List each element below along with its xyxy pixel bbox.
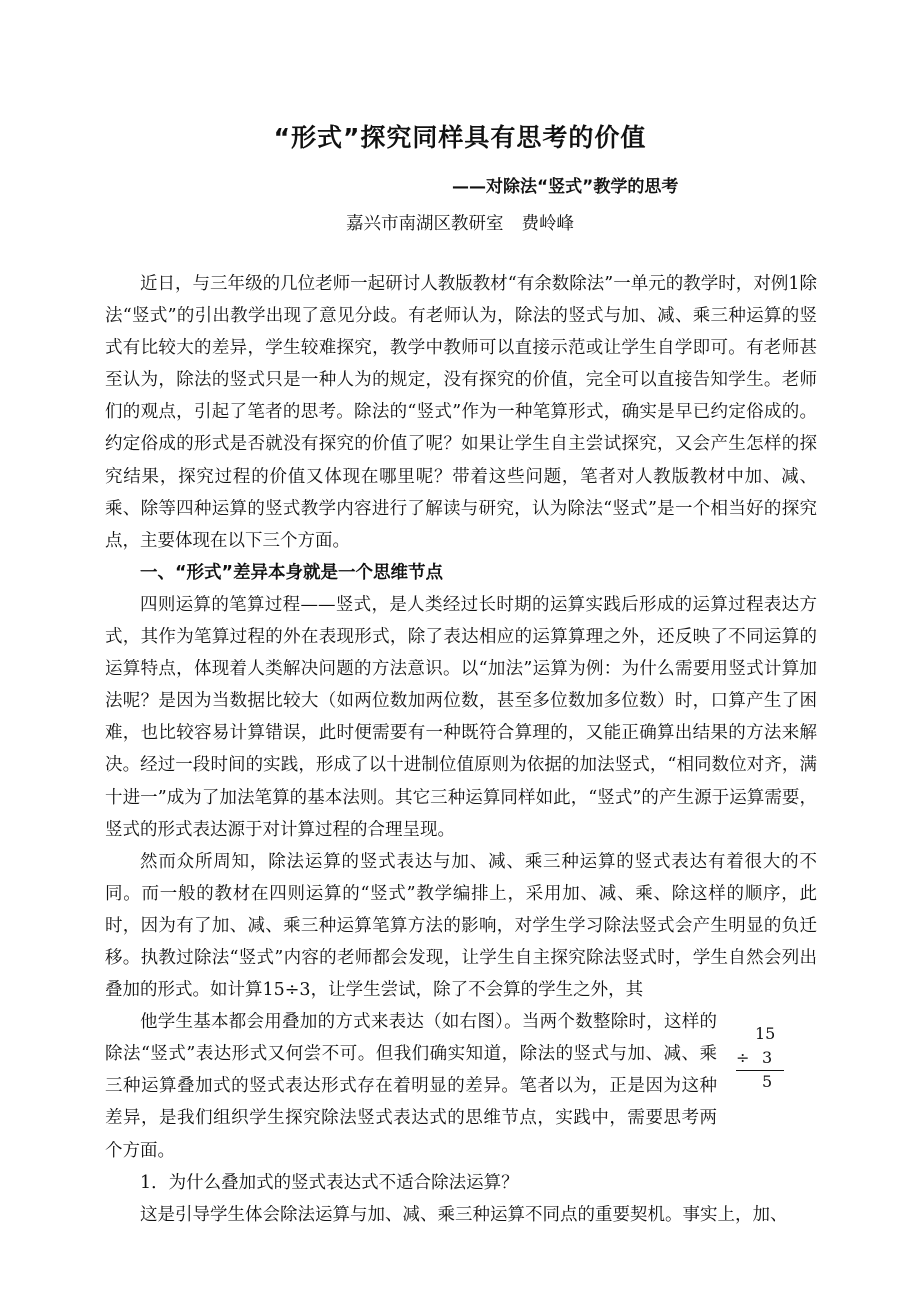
author-name: 费岭峰: [521, 214, 574, 234]
article-subtitle: ——对除法“竖式”教学的思考: [452, 177, 679, 197]
result-line: [736, 1070, 784, 1071]
author-affiliation: 嘉兴市南湖区教研室: [346, 214, 504, 234]
quotient-value: 5: [762, 1072, 773, 1092]
paragraph-division-wrap: 他学生基本都会用叠加的方式来表达（如右图）。当两个数整除时，这样的除法“竖式”表达形式又何尝不可。但我们确实知道，除法的竖式与加、减、乘三种运算叠加式的竖式表达形式存在着明显的差异。笔者以为，正是因为这种差异，是我们组织学生探究除法竖式表达式的思维节点，实践中，需要思考两个方面。: [105, 1012, 717, 1161]
paragraph-division-intro: 然而众所周知，除法运算的竖式表达与加、减、乘三种运算的竖式表达有着很大的不同。而一般的教材在四则运算的“竖式”教学编排上，采用加、减、乘、除这样的顺序，此时，因为有了加、减、乘三种运算笔算方法的影响，对学生学习除法竖式会产生明显的负迁移。执教过除法“竖式”内容的老师都会发现，让学生自主探究除法竖式时，学生自然会列出叠加的形式。如计算15÷3，让学生尝试，除了不会算的学生之外，其: [105, 851, 817, 1001]
divisor-value: 3: [762, 1048, 773, 1068]
stacked-division-figure: [736, 1024, 796, 1104]
article-body: [105, 268, 817, 1231]
article-title: “形式”探究同样具有思考的价值: [273, 123, 647, 152]
list-item-1: 1．为什么叠加式的竖式表达式不适合除法运算？: [140, 1172, 519, 1193]
paragraph-with-figure: [105, 1006, 817, 1166]
author-line: [0, 210, 920, 235]
paragraph-continued: 这是引导学生体会除法运算与加、减、乘三种运算不同点的重要契机。事实上，加、: [140, 1204, 788, 1225]
division-sign: ÷: [736, 1048, 750, 1068]
paragraph-intro: 近日，与三年级的几位老师一起研讨人教版教材“有余数除法”一单元的教学时，对例1除法“竖式”的引出教学出现了意见分歧。有老师认为，除法的竖式与加、减、乘三种运算的竖式有比较大的差异，学生较难探究，教学中教师可以直接示范或让学生自学即可。有老师甚至认为，除法的竖式只是一种人为的规定，没有探究的价值，完全可以直接告知学生。老师们的观点，引起了笔者的思考。除法的“竖式”作为一种笔算形式，确实是早已约定俗成的。约定俗成的形式是否就没有探究的价值了呢？如果让学生自主尝试探究，又会产生怎样的探究结果，探究过程的价值又体现在哪里呢？带着这些问题，笔者对人教版教材中加、减、乘、除等四种运算的竖式教学内容进行了解读与研究，认为除法“竖式”是一个相当好的探究点，主要体现在以下三个方面。: [105, 274, 817, 551]
dividend-value: 15: [755, 1024, 776, 1044]
paragraph-addition: 四则运算的笔算过程——竖式，是人类经过长时期的运算实践后形成的运算过程表达方式，其作为笔算过程的外在表现形式，除了表达相应的运算算理之外，还反映了不同运算的运算特点，体现着人类解决问题的方法意识。以“加法”运算为例：为什么需要用竖式计算加法呢？是因为当数据比较大（如两位数加两位数，甚至多位数加多位数）时，口算产生了困难，也比较容易计算错误，此时便需要有一种既符合算理的，又能正确算出结果的方法来解决。经过一段时间的实践，形成了以十进制位值原则为依据的加法竖式，“相同数位对齐，满十进一”成为了加法笔算的基本法则。其它三种运算同样如此，“竖式”的产生源于运算需要，竖式的形式表达源于对计算过程的合理呈现。: [105, 594, 817, 840]
section-heading-1: 一、“形式”差异本身就是一个思维节点: [140, 562, 444, 583]
